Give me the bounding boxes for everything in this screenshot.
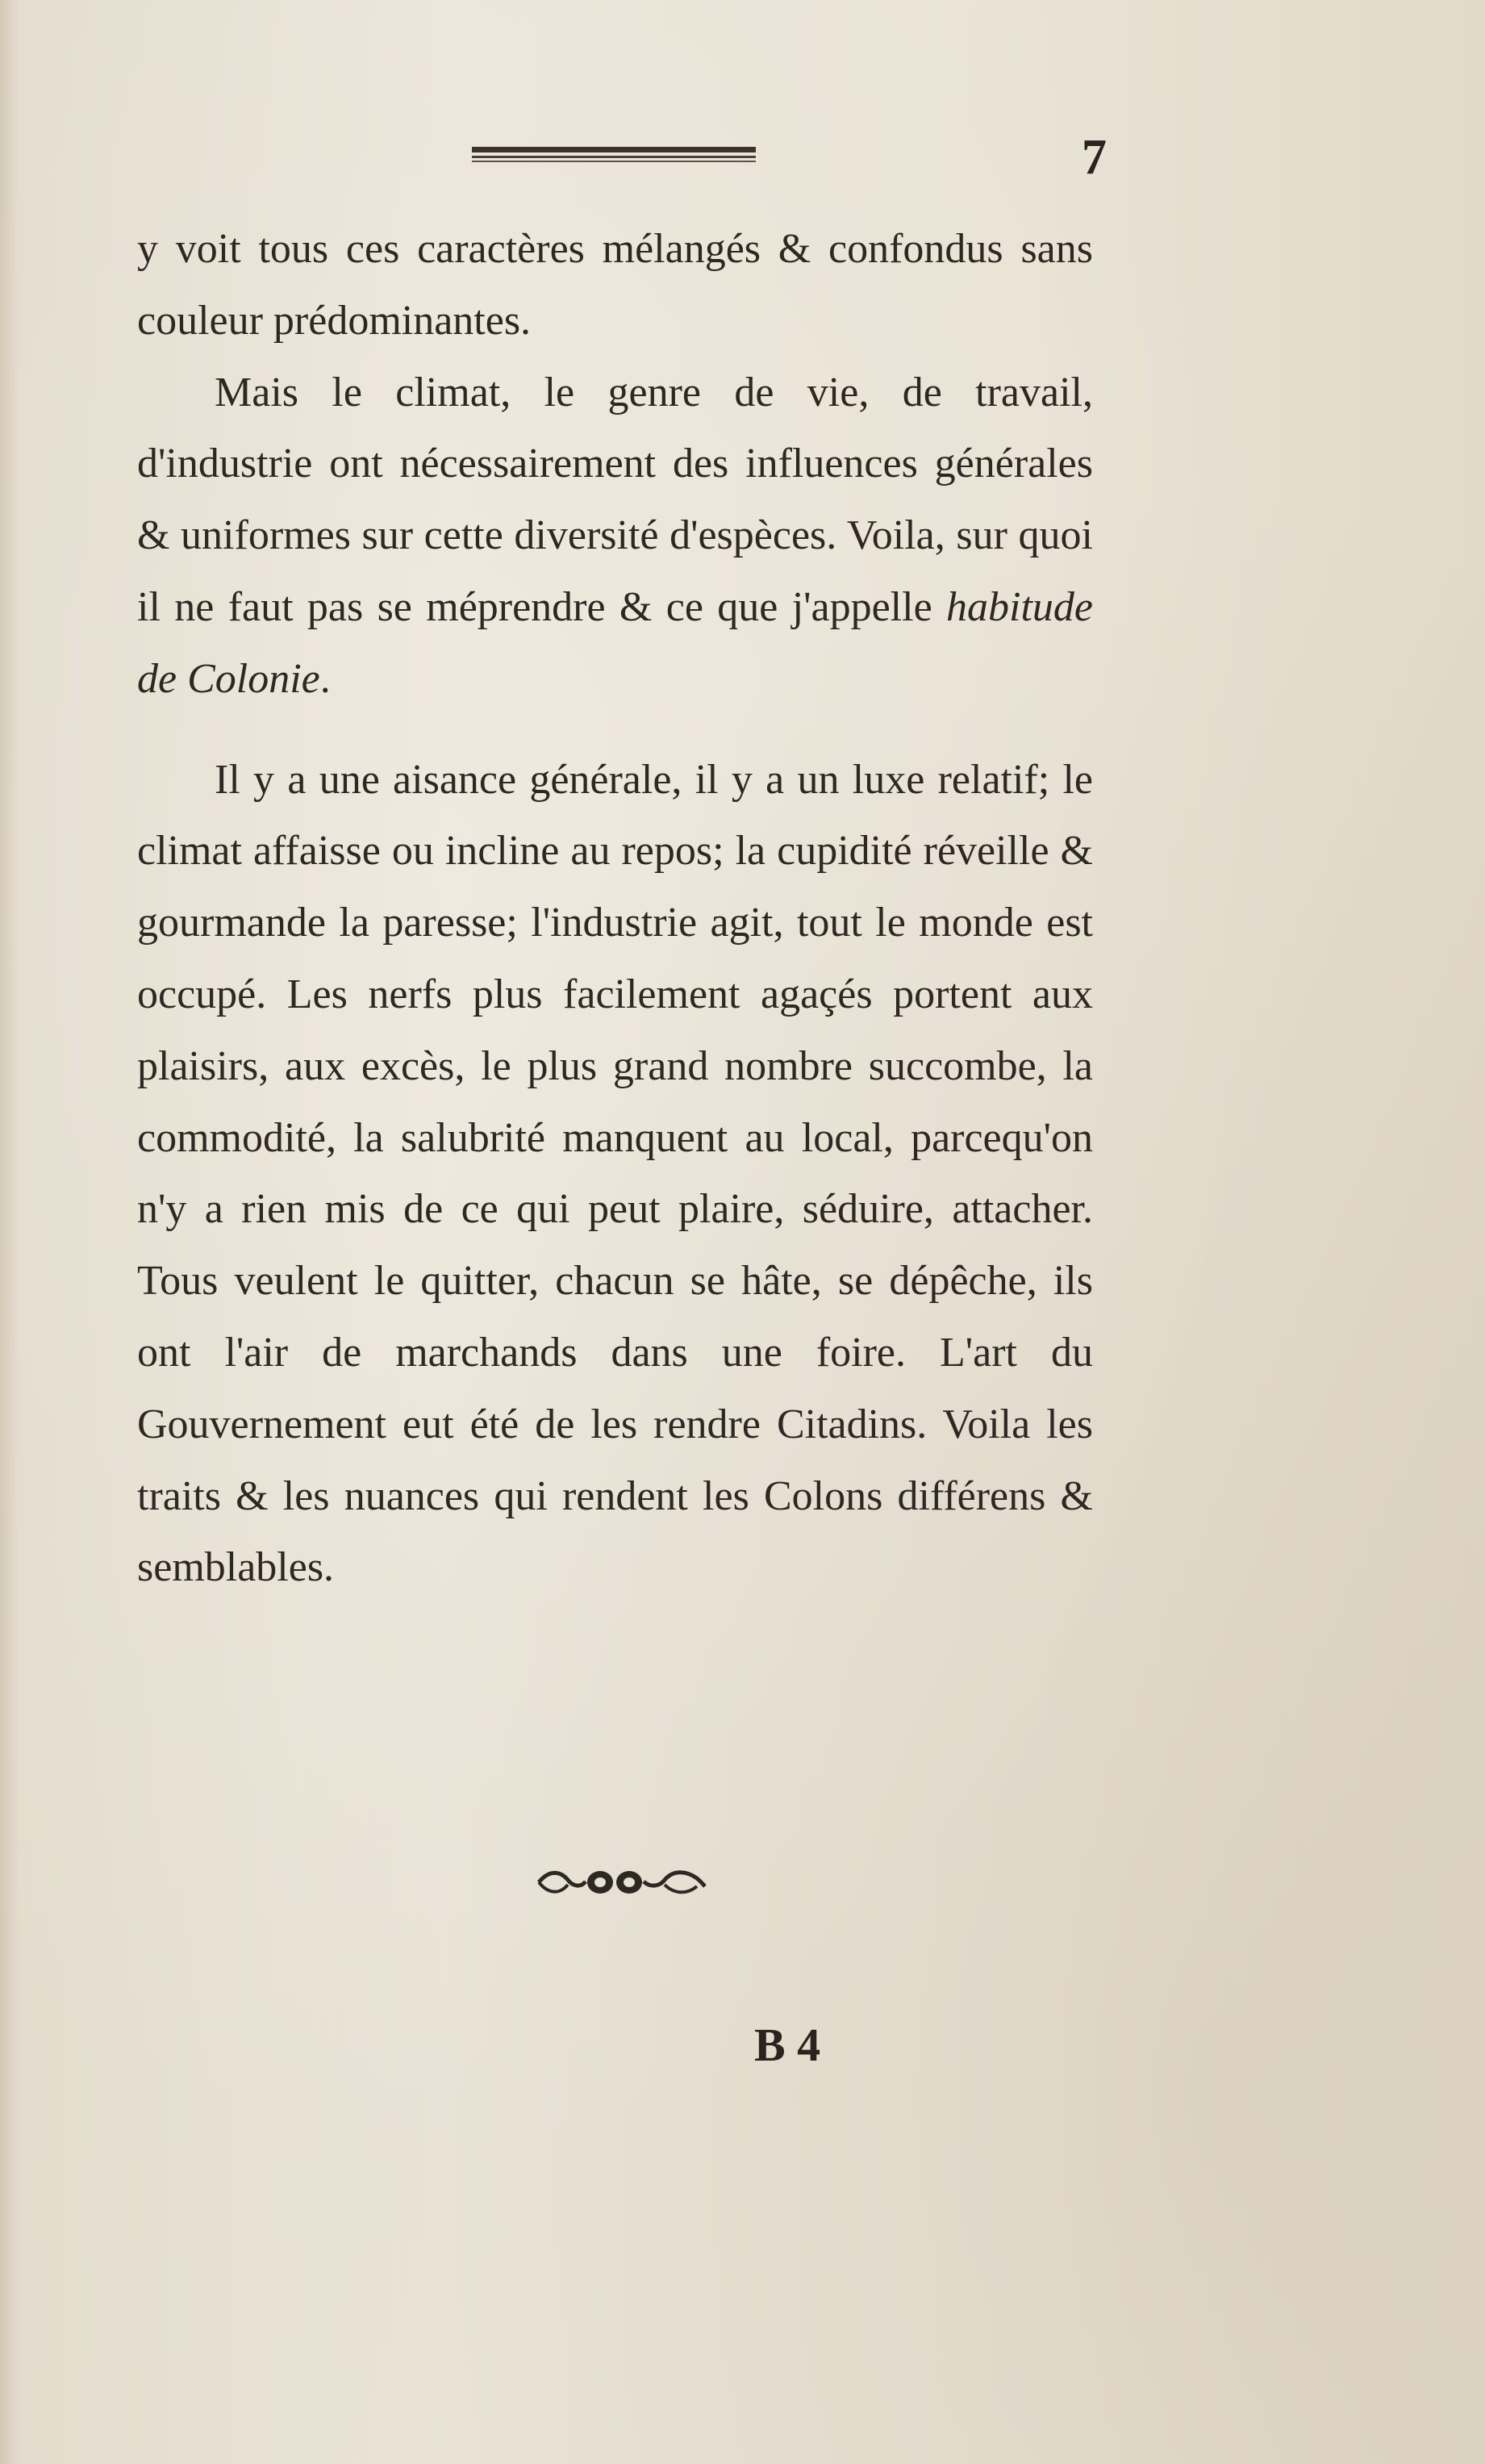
paragraph-climat-text: Mais le climat, le genre de vie, de travail, d'industrie ont nécessairement des influences générales & uniformes sur cette diversité d'espèces. Voila, sur quoi il ne faut pas se méprendre & ce que j'appelle: [137, 369, 1093, 630]
page-number: 7: [1082, 130, 1107, 185]
emphasis-habitude-de-colonie: habitude de Colonie: [137, 583, 1093, 702]
paragraph-continuation: y voit tous ces caractères mélangés & confondus sans couleur prédominantes.: [137, 226, 1093, 344]
paragraph-climat-end: .: [319, 655, 331, 702]
page-edge-shadow: [0, 0, 19, 2464]
body-text: [137, 214, 1093, 1604]
signature-mark: B 4: [754, 2019, 821, 2071]
paragraph-aisance: Il y a une aisance générale, il y a un luxe relatif; le climat affaisse ou incline au repos; la cupidité réveille & gourmande la paresse; l'industrie agit, tout le monde est occupé. Les nerfs plus facilement agaçés portent aux plaisirs, aux excès, le plus grand nombre succombe, la commodité, la salubrité manquent au local, parcequ'on n'y a rien mis de ce qui peut plaire, séduire, attacher. Tous veulent le quitter, chacun se hâte, se dépêche, ils ont l'air de marchands dans une foire. L'art du Gouvernement eut été de les rendre Citadins. Voila les traits & les nuances qui rendent les Colons différens & semblables.: [137, 756, 1093, 1591]
header-rule: [472, 147, 756, 165]
paragraph-climat: [137, 357, 1093, 716]
fleuron-ornament-icon: [532, 1864, 710, 1901]
